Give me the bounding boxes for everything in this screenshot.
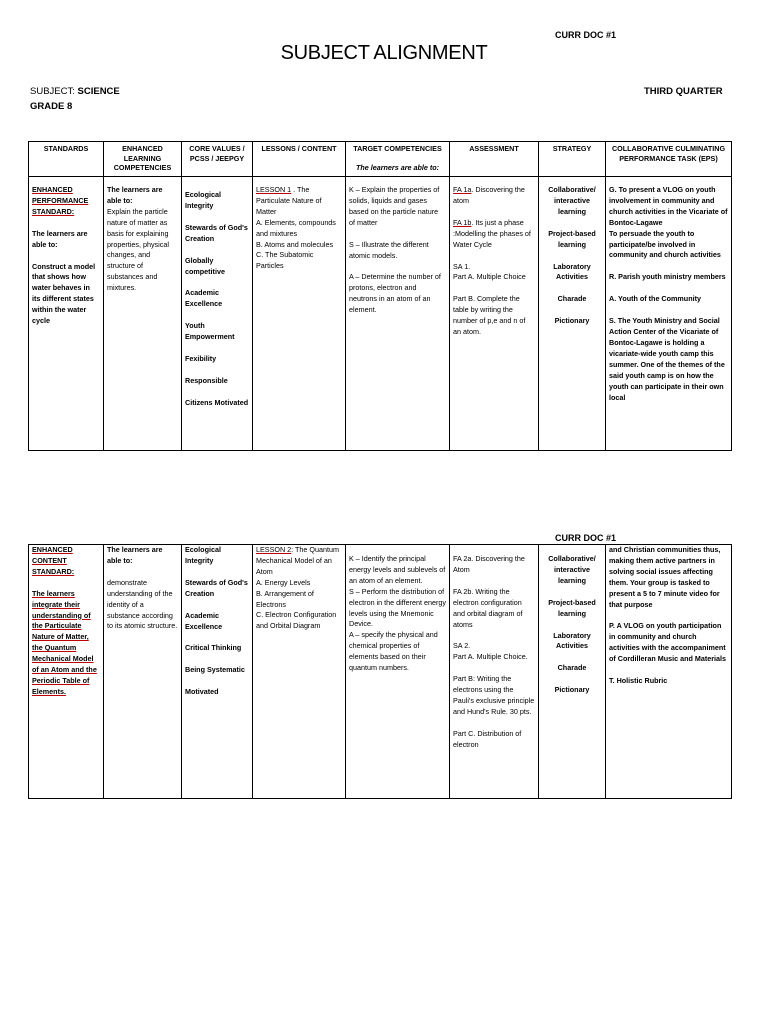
header-target <box>346 142 450 177</box>
core-value: Citizens Motivated <box>185 397 249 407</box>
standards-body: Construct a model that shows how water behaves in its different states within the water cycle <box>32 261 96 326</box>
lesson-title <box>256 545 342 578</box>
lesson-item: B. Arrangement of Electrons <box>256 588 314 609</box>
lesson-item: A. Energy Levels <box>256 577 311 587</box>
assessment-fa2b: FA 2b. Writing the electron configuration and orbital diagram of atoms <box>453 586 523 629</box>
lesson-name: . The Particulate Nature of Matter <box>256 185 322 216</box>
core-values-cell <box>182 177 253 451</box>
standards-heading: ENHANCED PERFORMANCE STANDARD: <box>32 185 89 216</box>
assessment-partb: Part B. Complete the table by writing the number of p,e and n of an atom. <box>453 294 526 337</box>
fa1a-text: . Discovering the atom <box>453 185 525 205</box>
quarter-label: THIRD QUARTER <box>644 86 723 97</box>
core-value: Fexibility <box>185 354 217 364</box>
target-skill: S – Perform the distribution of electron in the different energy levels using the Mnemonic Device. <box>349 586 446 629</box>
sa2-label: SA 2. <box>453 641 471 651</box>
core-value: Stewards of God's Creation <box>185 577 248 598</box>
target-attitude: A – Determine the number of protons, electron and neutrons in an atom of an element. <box>349 272 441 315</box>
assessment-sa1 <box>453 262 535 284</box>
eps-goal: G. To present a VLOG on youth involvement in community and church activities in the Vicariate of Bontoc-Lagawe <box>609 185 728 227</box>
strategy-item: Laboratory Activities <box>553 261 591 282</box>
assessment-fa2a: FA 2a. Discovering the Atom <box>453 554 525 574</box>
eps-cell <box>606 177 732 451</box>
eps-goal-2: To persuade the youth to participate/be involved in community and church activities <box>609 228 721 260</box>
subject-label: SUBJECT: <box>30 86 75 97</box>
lesson-title <box>256 185 342 218</box>
core-values-cell <box>182 545 253 799</box>
header-eps: COLLABORATIVE CULMINATING PERFORMANCE TASK (EPS) <box>606 142 732 177</box>
alignment-table-2 <box>28 544 732 799</box>
elc-intro: The learners are able to: <box>107 185 163 205</box>
core-value: Ecological Integrity <box>185 190 221 210</box>
target-attitude: A – specify the physical and chemical properties of elements based on their quantum numbers. <box>349 630 438 673</box>
assessment-cell <box>450 545 539 799</box>
header-assessment: ASSESSMENT <box>450 142 539 177</box>
curr-doc-label-2: CURR DOC #1 <box>555 533 617 543</box>
table-row <box>29 177 732 451</box>
core-value: Stewards of God's Creation <box>185 222 248 243</box>
header-target-sub: The learners are able to: <box>355 162 440 172</box>
strategy-item: Collaborative/ interactive learning <box>548 185 596 216</box>
sa2-text: Part A. Multiple Choice. <box>453 652 528 662</box>
sa1-text: Part A. Multiple Choice <box>453 272 526 282</box>
strategy-cell <box>539 545 606 799</box>
header-core-values: CORE VALUES / PCSS / JEEPGY <box>182 142 253 177</box>
target-cell <box>346 177 450 451</box>
lesson-item: B. Atoms and molecules <box>256 239 334 249</box>
lesson-cell <box>253 545 346 799</box>
elc-intro: The learners are able to: <box>107 545 163 565</box>
header-lessons: LESSONS / CONTENT <box>253 142 346 177</box>
standards-intro: The learners are able to: <box>32 228 88 249</box>
strategy-cell <box>539 177 606 451</box>
lesson-item: C. The Subatomic Particles <box>256 250 314 271</box>
fa1b-text: . Its just a phase :Modelling the phases of Water Cycle <box>453 217 531 249</box>
strategy-item: Pictionary <box>554 316 590 326</box>
header-standards: STANDARDS <box>29 142 104 177</box>
standards-body: The learners integrate their understanding of the Particulate Nature of Matter, the Quantum Mechanical Model of an Atom and the Periodic Table of Elements. <box>32 588 97 696</box>
elc-body: Explain the particle nature of matter as basis for explaining properties, physical changes, and structure of substances and mixtures. <box>107 206 169 293</box>
lesson-cell <box>253 177 346 451</box>
elc-cell <box>104 545 182 799</box>
lesson-item: A. Elements, compounds and mixtures <box>256 217 336 238</box>
core-value: Academic Excellence <box>185 288 223 309</box>
core-value: Critical Thinking <box>185 643 242 653</box>
header-elc: ENHANCED LEARNING COMPETENCIES <box>104 142 182 177</box>
strategy-item: Laboratory Activities <box>553 630 591 651</box>
document-title: SUBJECT ALIGNMENT <box>280 42 488 64</box>
elc-body: demonstrate understanding of the identity of a substance according to its atomic structure. <box>107 577 178 631</box>
strategy-item: Pictionary <box>554 685 590 695</box>
core-value: Being Systematic <box>185 665 245 675</box>
eps-standards: T. Holistic Rubric <box>609 676 668 686</box>
standards-cell <box>29 545 104 799</box>
sa1-label: SA 1. <box>453 261 471 271</box>
eps-situation-cont: and Christian communities thus, making them active partners in solving social issues affecting them. Your group is tasked to present a 5 to 7 minute video for that purpose <box>609 545 721 609</box>
standards-cell <box>29 177 104 451</box>
eps-cell <box>606 545 732 799</box>
elc-cell <box>104 177 182 451</box>
target-knowledge: K – Identify the principal energy levels and sublevels of an atom of an element. <box>349 554 446 585</box>
alignment-table-1 <box>28 141 732 451</box>
strategy-item: Collaborative/ interactive learning <box>548 554 596 585</box>
lesson-label: LESSON 2 <box>256 545 292 554</box>
assessment-sa2 <box>453 641 535 663</box>
eps-product: P. A VLOG on youth participation in community and church activities with the accompaniment of Cordilleran Music and Materials <box>609 621 727 664</box>
fa1b-label: FA 1b <box>453 217 472 227</box>
core-value: Motivated <box>185 687 219 697</box>
assessment-partb: Part B: Writing the electrons using the Pauli's exclusive principle and Hund's Rule. 30 pts. <box>453 674 535 716</box>
eps-role: R. Parish youth ministry members <box>609 272 726 282</box>
assessment-fa1b <box>453 218 535 251</box>
assessment-fa1a <box>453 185 535 207</box>
table-row <box>29 545 732 799</box>
lesson-name: : The Quantum Mechanical Model of an Atom <box>256 545 339 576</box>
table-header-row <box>29 142 732 177</box>
target-cell <box>346 545 450 799</box>
eps-audience: A. Youth of the Community <box>609 294 701 304</box>
header-target-label: TARGET COMPETENCIES <box>353 144 442 153</box>
lesson-item: C. Electron Configuration and Orbital Diagram <box>256 610 337 631</box>
strategy-item: Charade <box>557 294 587 304</box>
strategy-item: Project-based learning <box>548 597 596 618</box>
fa1a-label: FA 1a <box>453 185 472 194</box>
subject-line <box>30 86 120 97</box>
core-value: Academic Excellence <box>185 610 223 631</box>
header-strategy: STRATEGY <box>539 142 606 177</box>
target-knowledge: K – Explain the properties of solids, liquids and gases based on the particle nature of matter <box>349 185 440 227</box>
core-value: Globally competitive <box>185 255 225 276</box>
core-value: Youth Empowerment <box>185 321 235 342</box>
target-skill: S – Illustrate the different atomic models. <box>349 239 429 260</box>
lesson-label: LESSON 1 <box>256 185 292 194</box>
core-value: Responsible <box>185 375 228 385</box>
subject-value: SCIENCE <box>77 86 120 97</box>
assessment-cell <box>450 177 539 451</box>
eps-situation: S. The Youth Ministry and Social Action Center of the Vicariate of Bontoc-Lagawe is holding a vicariate-wide youth camp this summer. One of the themes of the said youth camp is on how the youth can participate in their own local <box>609 316 725 402</box>
assessment-partc: Part C. Distribution of electron <box>453 728 522 749</box>
strategy-item: Project-based learning <box>548 228 596 249</box>
core-value: Ecological Integrity <box>185 545 221 565</box>
curr-doc-label: CURR DOC #1 <box>555 30 617 40</box>
grade-label: GRADE 8 <box>30 101 73 112</box>
strategy-item: Charade <box>557 663 587 673</box>
standards-heading: ENHANCED CONTENT STANDARD: <box>32 545 75 576</box>
